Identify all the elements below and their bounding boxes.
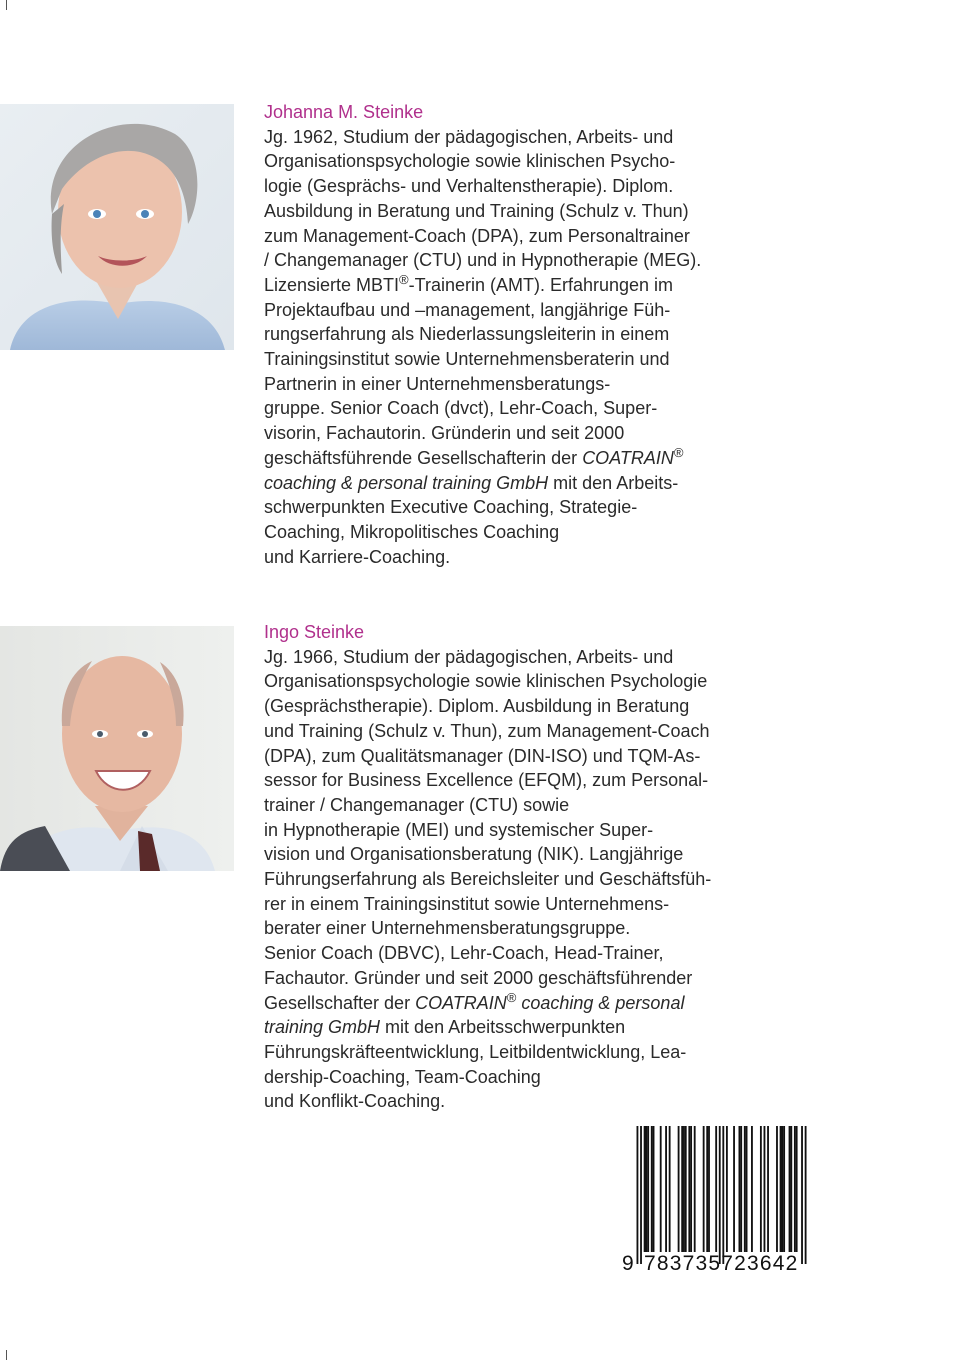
barcode-bar <box>637 1126 639 1264</box>
barcode-bar <box>776 1126 778 1252</box>
barcode-bar <box>740 1126 742 1252</box>
person-name: Johanna M. Steinke <box>264 102 424 122</box>
bio-line: Fachautor. Gründer und seit 2000 geschäftsführender <box>264 967 693 988</box>
bio-line: berater einer Unternehmensberatungsgruppe. <box>264 918 631 939</box>
barcode-bar <box>678 1126 680 1252</box>
barcode-bar <box>688 1126 690 1252</box>
company-name: COATRAIN <box>582 447 674 468</box>
bio-line: training GmbH mit den Arbeitsschwerpunkten <box>264 1017 626 1038</box>
barcode-bar <box>645 1126 647 1252</box>
registered-mark: ® <box>673 444 684 460</box>
barcode-bar <box>660 1126 662 1252</box>
bio-line: Jg. 1962, Studium der pädagogischen, Arbeits- und <box>264 126 674 147</box>
bio-line: zum Management-Coach (DPA), zum Personaltrainer <box>264 225 690 246</box>
barcode-bar <box>764 1126 766 1252</box>
crop-mark-top <box>6 0 7 10</box>
bio-line: (DPA), zum Qualitätsmanager (DIN-ISO) und TQM-As- <box>264 745 701 766</box>
barcode-bar <box>790 1126 792 1252</box>
barcode-bars <box>620 1126 815 1266</box>
bio-line: geschäftsführende Gesellschafterin der COATRAIN® <box>264 444 684 468</box>
bio-line: Senior Coach (DBVC), Lehr-Coach, Head-Trainer, <box>264 943 664 964</box>
person-name: Ingo Steinke <box>264 622 365 642</box>
bio-line: Organisationspsychologie sowie klinischen Psychologie <box>264 671 708 692</box>
bio-line: visorin, Fachautorin. Gründerin und seit 2000 <box>264 423 625 444</box>
bio-line: Projektaufbau und –management, langjährige Füh- <box>264 299 671 320</box>
registered-mark: ® <box>506 989 517 1005</box>
portrait-ingo-steinke <box>0 626 234 871</box>
registered-mark: ® <box>399 271 409 287</box>
bio-line: sessor for Business Excellence (EFQM), zum Personal- <box>264 770 709 791</box>
barcode-bar <box>801 1126 803 1264</box>
bio-line: Führungserfahrung als Bereichsleiter und Geschäftsfüh- <box>264 869 712 890</box>
barcode-bar <box>690 1126 692 1252</box>
portrait-johanna-steinke <box>0 104 234 350</box>
bio-johanna <box>264 100 794 569</box>
barcode-bar <box>751 1126 753 1252</box>
barcode-bar <box>796 1126 798 1252</box>
bio-line: Coaching, Mikropolitisches Coaching <box>264 521 560 542</box>
barcode-bar <box>681 1126 683 1252</box>
bio-line: schwerpunkten Executive Coaching, Strategie- <box>264 497 638 518</box>
barcode-bar <box>789 1126 791 1252</box>
bio-line: rer in einem Trainingsinstitut sowie Unternehmens- <box>264 893 670 914</box>
barcode-bar <box>669 1126 671 1252</box>
bio-line: Lizensierte MBTI®-Trainerin (AMT). Erfahrungen im <box>264 271 674 295</box>
barcode-bar <box>653 1126 655 1252</box>
bio-line: und Konflikt-Coaching. <box>264 1091 446 1112</box>
barcode-bar <box>733 1126 735 1252</box>
bio-line: dership-Coaching, Team-Coaching <box>264 1066 541 1087</box>
barcode-bar <box>744 1126 746 1252</box>
company-name: coaching & personal training GmbH <box>264 472 549 493</box>
bio-ingo <box>264 620 794 1114</box>
bio-line: vision und Organisationsberatung (NIK). Langjährige <box>264 844 684 865</box>
barcode-bar <box>640 1126 642 1264</box>
bio-line: in Hypnotherapie (MEI) und systemischer Super- <box>264 819 654 840</box>
barcode-bar <box>644 1126 646 1252</box>
bio-line: / Changemanager (CTU) und in Hypnotherapie (MEG). <box>264 250 702 271</box>
barcode-bar <box>746 1126 748 1252</box>
bio-line: Jg. 1966, Studium der pädagogischen, Arbeits- und <box>264 646 674 667</box>
bio-line: Führungskräfteentwicklung, Leitbildentwicklung, Lea- <box>264 1041 687 1062</box>
bio-line: Ausbildung in Beratung und Training (Schulz v. Thun) <box>264 200 689 221</box>
barcode-bar <box>760 1126 762 1252</box>
bio-line: und Training (Schulz v. Thun), zum Management-Coach <box>264 720 710 741</box>
barcode-bar <box>780 1126 782 1252</box>
barcode-bar <box>794 1126 796 1252</box>
barcode-bar <box>708 1126 710 1252</box>
bio-line: Trainingsinstitut sowie Unternehmensberaterin und <box>264 349 670 370</box>
barcode-digits: 783735723642 <box>644 1252 799 1275</box>
barcode-bar <box>739 1126 741 1252</box>
bio-line: rungserfahrung als Niederlassungsleiterin in einem <box>264 324 670 345</box>
barcode-bar <box>767 1126 769 1252</box>
barcode-bar <box>665 1126 667 1252</box>
barcode-bar <box>683 1126 685 1252</box>
bio-line: (Gesprächstherapie). Diplom. Ausbildung in Beratung <box>264 696 690 717</box>
bio-line: coaching & personal training GmbH mit den Arbeits- <box>264 472 679 493</box>
barcode-bar <box>805 1126 807 1264</box>
barcode-first-digit: 9 <box>622 1252 635 1275</box>
barcode-bar <box>703 1126 705 1252</box>
barcode-bar <box>706 1126 708 1252</box>
barcode-bar <box>781 1126 783 1252</box>
company-name: training GmbH <box>264 1017 381 1038</box>
crop-mark-bottom <box>6 1350 7 1360</box>
company-name: COATRAIN <box>415 992 507 1013</box>
isbn-barcode <box>620 1126 815 1282</box>
bio-line: gruppe. Senior Coach (dvct), Lehr-Coach, Super- <box>264 398 658 419</box>
bio-line: Gesellschafter der COATRAIN® coaching & personal <box>264 989 685 1013</box>
bio-line: Partnerin in einer Unternehmensberatungs- <box>264 373 611 394</box>
barcode-bar <box>651 1126 653 1252</box>
bio-line: logie (Gesprächs- und Verhaltenstherapie). Diplom. <box>264 176 674 197</box>
barcode-bar <box>685 1126 687 1252</box>
bio-line: Organisationspsychologie sowie klinischen Psycho- <box>264 151 676 172</box>
barcode-bar <box>722 1126 724 1264</box>
barcode-bar <box>783 1126 785 1252</box>
bio-line: und Karriere-Coaching. <box>264 546 451 567</box>
barcode-bar <box>726 1126 728 1252</box>
barcode-bar <box>715 1126 717 1252</box>
barcode-bar <box>694 1126 696 1252</box>
bio-line: trainer / Changemanager (CTU) sowie <box>264 794 570 815</box>
barcode-bar <box>647 1126 649 1252</box>
barcode-bar <box>719 1126 721 1264</box>
